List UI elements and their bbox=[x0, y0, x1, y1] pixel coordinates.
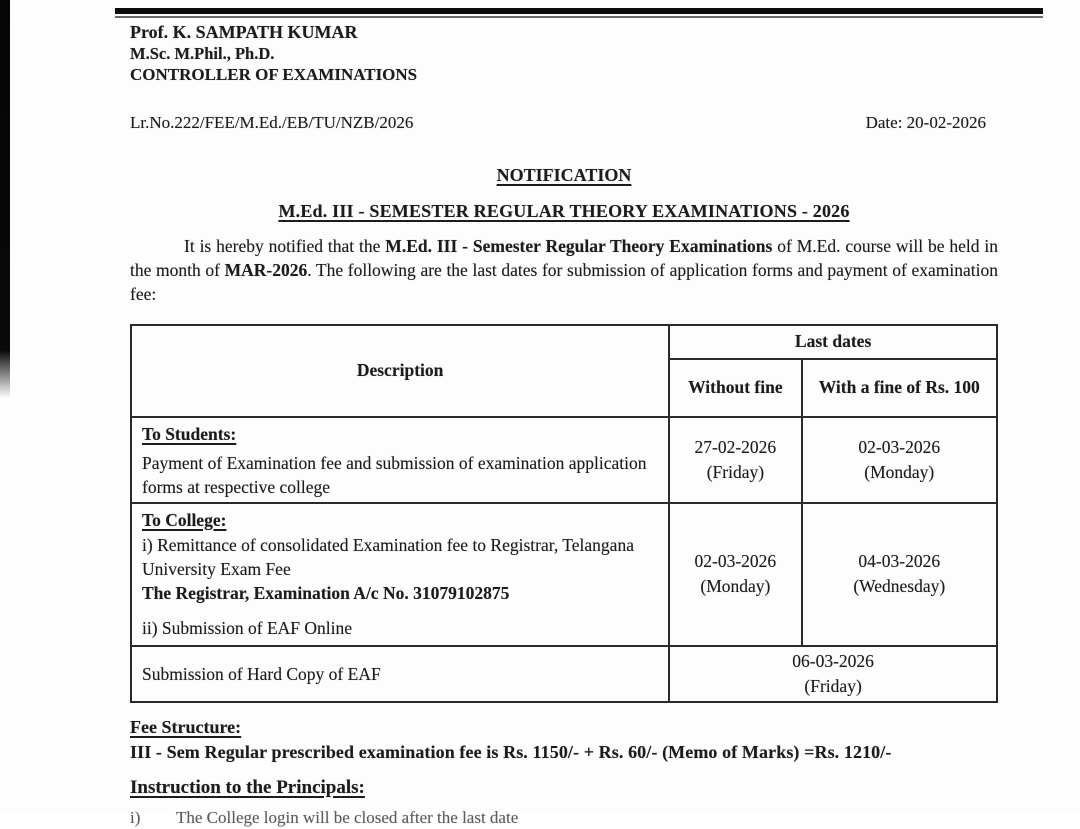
students-with-fine-cell bbox=[802, 417, 997, 503]
table-row-students bbox=[131, 417, 997, 503]
intro-part2: of M.Ed. course will be held in the month of bbox=[130, 236, 998, 280]
notification-heading-wrap bbox=[130, 163, 998, 187]
college-detail-eaf-online: ii) Submission of EAF Online bbox=[142, 617, 353, 638]
instructions-heading: Instruction to the Principals: bbox=[130, 776, 365, 798]
college-description-cell bbox=[131, 503, 669, 646]
intro-bold-exam-name: M.Ed. III - Semester Regular Theory Examinations bbox=[385, 236, 773, 256]
date-day: (Wednesday) bbox=[853, 576, 946, 596]
students-without-fine-cell bbox=[669, 417, 801, 503]
last-dates-table bbox=[130, 324, 998, 703]
table-row-hard-copy bbox=[131, 646, 997, 702]
intro-bold-month: MAR-2026 bbox=[224, 260, 308, 280]
instructions-heading-wrap bbox=[130, 776, 998, 799]
document-content bbox=[130, 0, 998, 829]
notification-heading: NOTIFICATION bbox=[496, 165, 632, 185]
table-row-college bbox=[131, 503, 997, 646]
exam-title-wrap bbox=[130, 199, 998, 223]
officer-designation: CONTROLLER OF EXAMINATIONS bbox=[130, 65, 418, 84]
intro-part1: It is hereby notified that the bbox=[184, 236, 386, 256]
students-heading: To Students: bbox=[142, 423, 237, 444]
officer-qualifications: M.Sc. M.Phil., Ph.D. bbox=[130, 44, 275, 63]
college-without-fine-cell bbox=[669, 503, 801, 646]
students-description-cell bbox=[131, 417, 669, 503]
date-day: (Friday) bbox=[804, 675, 862, 696]
intro-part3: . The following are the last dates for submission of application forms and payment of examination fee: bbox=[130, 260, 998, 304]
col-header-without-fine: Without fine bbox=[669, 359, 801, 417]
fee-structure-heading: Fee Structure: bbox=[130, 716, 242, 737]
fee-structure-heading-wrap bbox=[130, 717, 998, 738]
letter-reference-number: Lr.No.222/FEE/M.Ed./EB/TU/NZB/2026 bbox=[130, 113, 414, 132]
date-day: (Monday) bbox=[700, 576, 771, 596]
col-header-last-dates: Last dates bbox=[669, 325, 997, 359]
col-header-with-fine: With a fine of Rs. 100 bbox=[802, 359, 997, 417]
col-header-description: Description bbox=[131, 325, 669, 417]
date-value: 06-03-2026 bbox=[792, 650, 874, 671]
date-value: 02-03-2026 bbox=[694, 551, 777, 571]
scan-edge-artifact bbox=[0, 0, 10, 398]
officer-name: Prof. K. SAMPATH KUMAR bbox=[130, 22, 358, 42]
date-value: 04-03-2026 bbox=[858, 551, 941, 571]
students-detail: Payment of Examination fee and submission of examination application forms at respective college bbox=[142, 452, 647, 497]
date-day: (Monday) bbox=[864, 461, 935, 482]
date-value: 02-03-2026 bbox=[858, 436, 941, 457]
hard-copy-date-cell bbox=[669, 646, 997, 702]
instruction-item-1-marker: i) bbox=[130, 807, 141, 827]
letterhead bbox=[130, 22, 998, 85]
college-heading: To College: bbox=[142, 509, 227, 530]
college-detail-account: The Registrar, Examination A/c No. 31079102875 bbox=[142, 582, 510, 603]
date-value: 27-02-2026 bbox=[694, 436, 777, 457]
table-header-row-1 bbox=[131, 325, 997, 359]
intro-paragraph bbox=[130, 234, 998, 306]
fee-structure-line: III - Sem Regular prescribed examination fee is Rs. 1150/- + Rs. 60/- (Memo of Marks) =Rs. 1210/- bbox=[130, 741, 892, 762]
college-with-fine-cell bbox=[802, 503, 997, 646]
instruction-item-1-cutoff bbox=[130, 807, 998, 829]
exam-title: M.Ed. III - SEMESTER REGULAR THEORY EXAMINATIONS - 2026 bbox=[278, 201, 850, 221]
reference-row bbox=[130, 112, 998, 134]
letter-date: Date: 20-02-2026 bbox=[865, 113, 986, 132]
college-detail-remittance: i) Remittance of consolidated Examination fee to Registrar, Telangana University Exam Fee bbox=[142, 534, 634, 579]
instruction-item-1-text: The College login will be closed after the last date bbox=[176, 807, 519, 827]
hard-copy-description-cell: Submission of Hard Copy of EAF bbox=[131, 646, 669, 702]
date-day: (Friday) bbox=[706, 461, 765, 482]
